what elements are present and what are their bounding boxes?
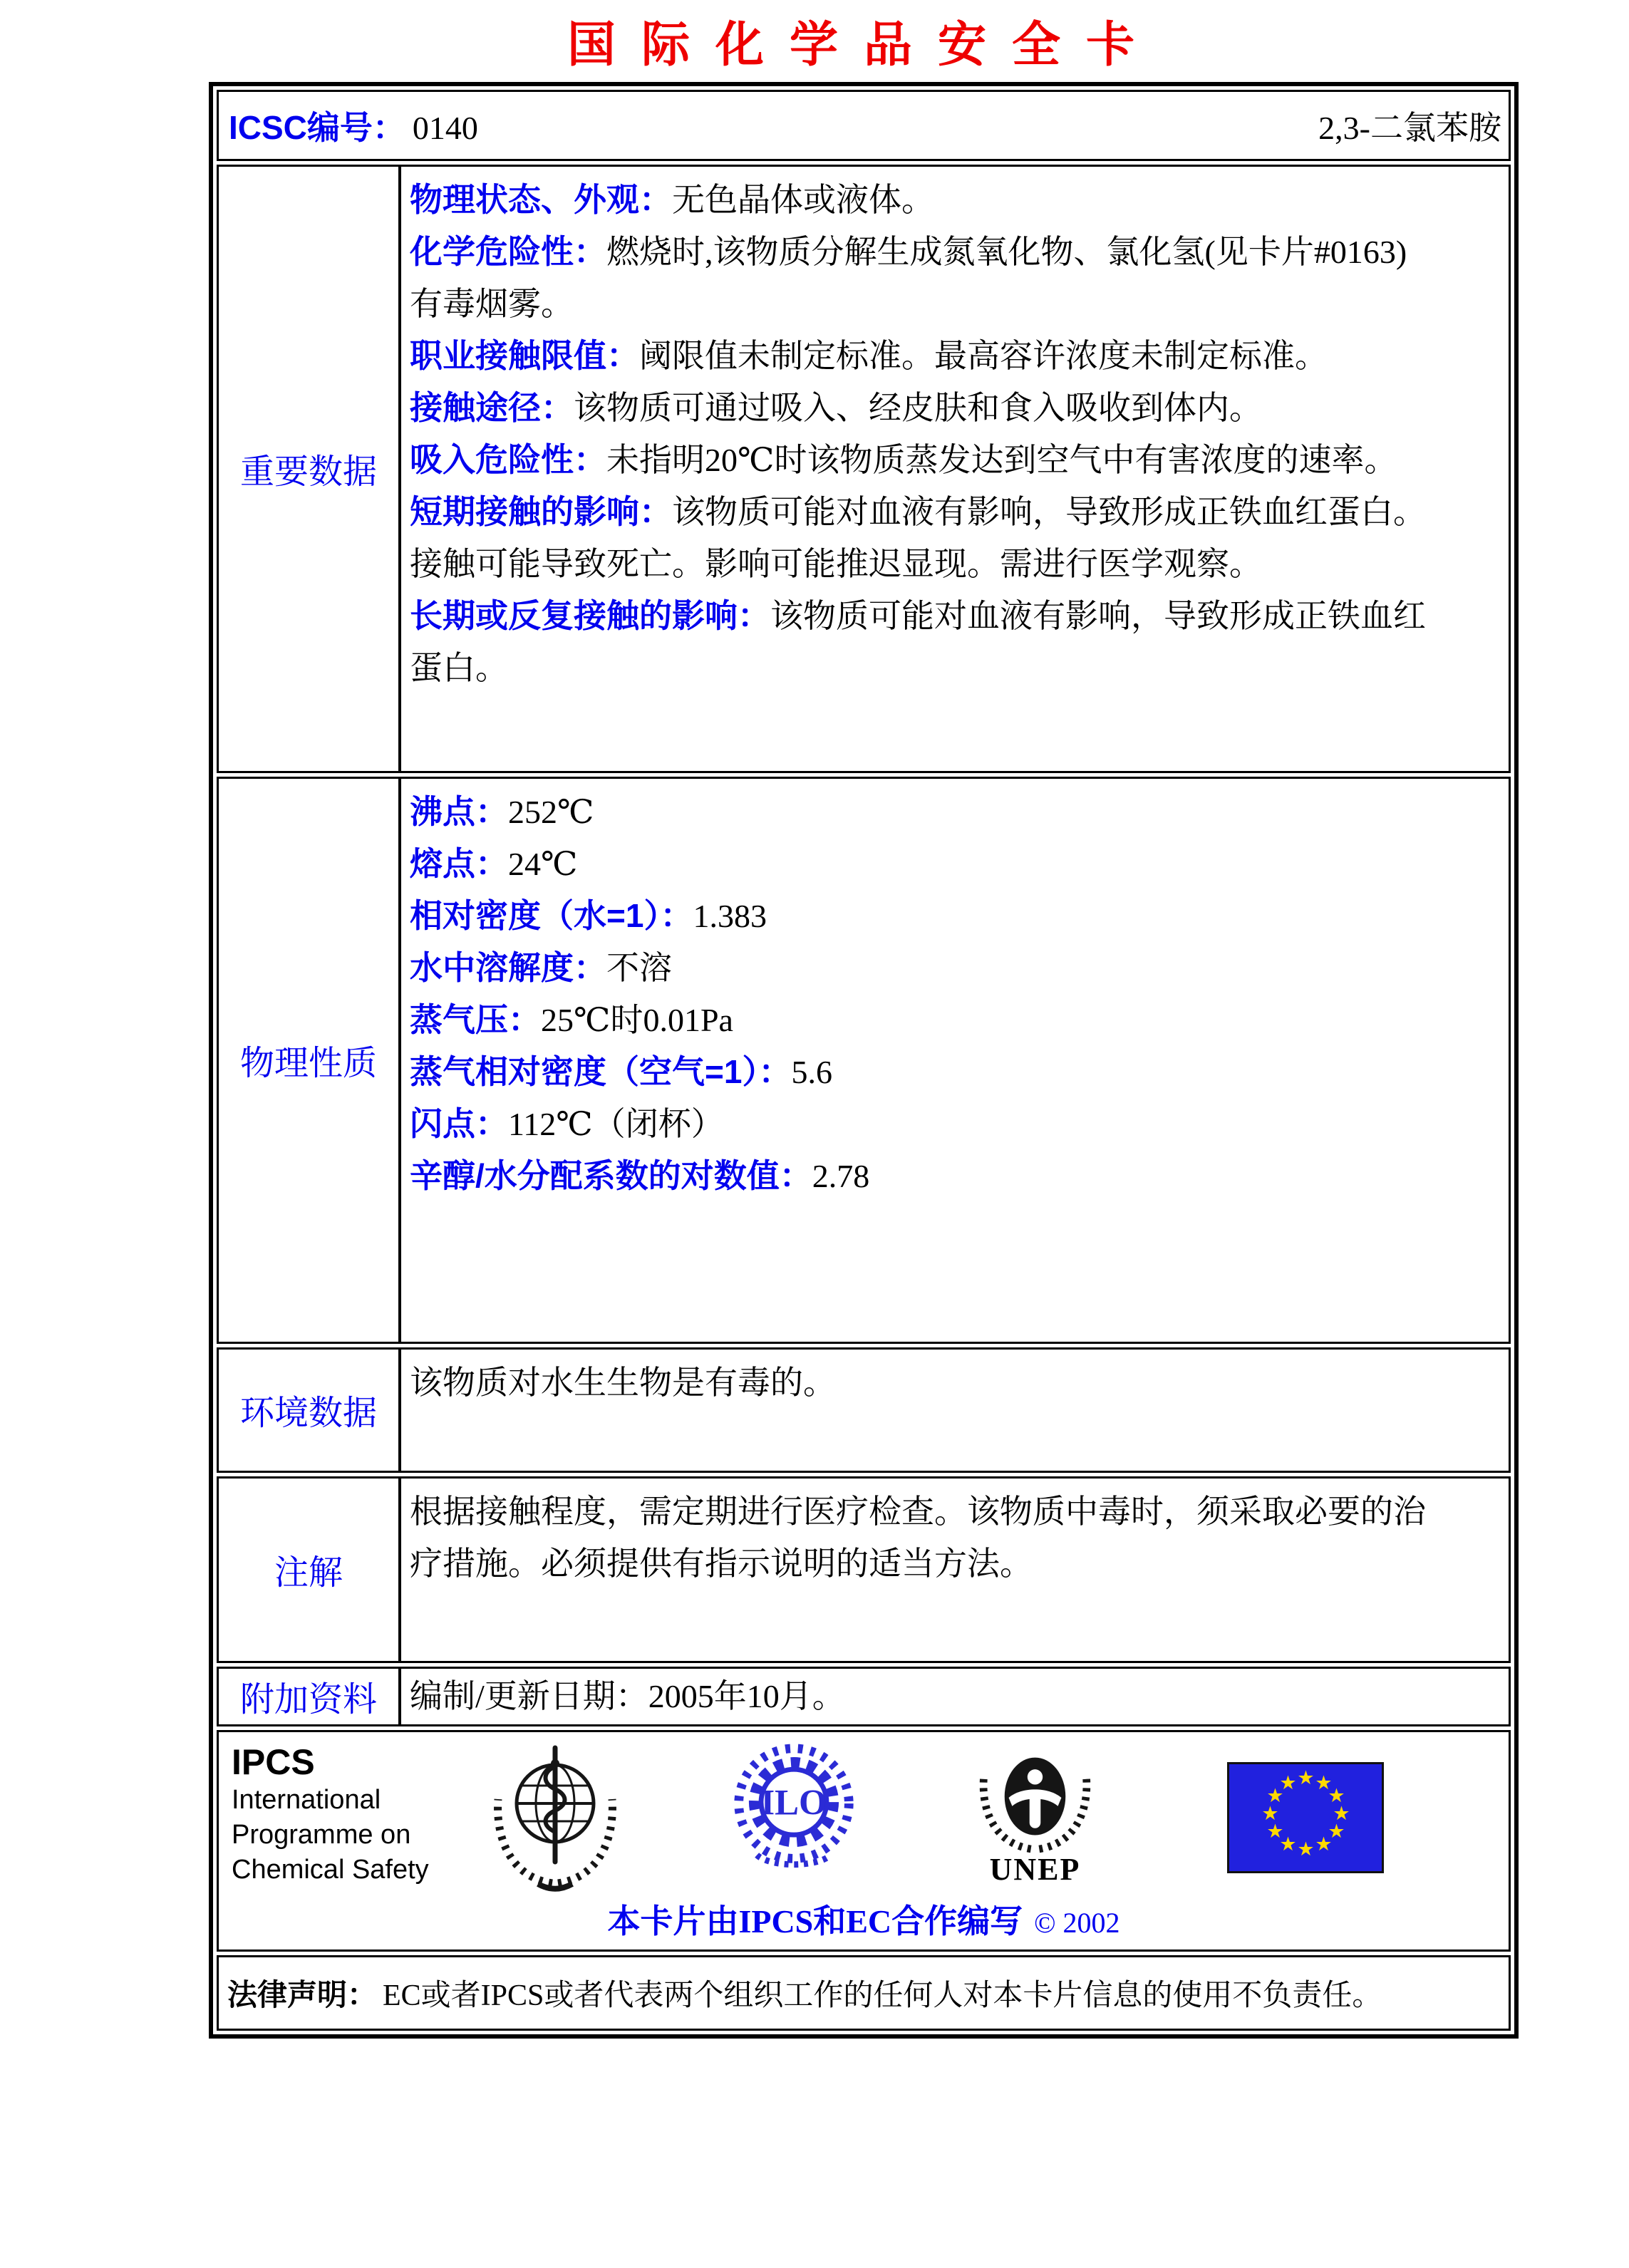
ipcs-name: IPCS [232,1741,315,1782]
field-value: 该物质可能对血液有影响，导致形成正铁血红 [770,597,1426,634]
field-label: 接触途径： [410,388,574,426]
field-value: 无色晶体或液体。 [672,181,934,218]
notes-content [401,1479,1509,1661]
field-label: 蒸气压： [410,1000,541,1038]
field-value: 25℃时0.01Pa [541,1001,733,1038]
table-row-header [217,90,1511,161]
text-line [410,1150,1503,1202]
text-line [410,838,1503,890]
field-label: 吸入危险性： [410,440,606,478]
table-row-physical-properties [217,777,1511,1344]
icsc-number-label: ICSC编号： [229,108,405,146]
field-label: 相对密度（水=1）： [410,896,693,934]
important-data-content [401,167,1509,771]
field-value: 燃烧时,该物质分解生成氮氧化物、氯化氢(见卡片#0163) [606,233,1407,270]
text-line [410,786,1503,838]
text-line [410,174,1503,226]
text-line [410,486,1503,538]
unep-caption: UNEP [989,1851,1081,1887]
field-value: 2.78 [812,1157,870,1194]
field-label: 职业接触限值： [410,336,639,374]
table-row-additional-info [217,1667,1511,1726]
table-row-organizations [217,1730,1511,1952]
credit-text: 本卡片由IPCS和EC合作编写 [607,1902,1023,1940]
legal-label: 法律声明： [227,1977,378,2011]
copyright-text: © 2002 [1034,1906,1120,1939]
field-value: 112℃（闭杯） [508,1105,724,1142]
text-line [410,330,1503,382]
unep-logo-block [973,1742,1097,1888]
field-value: 疗措施。必须提供有指示说明的适当方法。 [410,1545,1033,1582]
field-label: 物理状态、外观： [410,180,672,218]
field-value: 蛋白。 [410,649,508,686]
field-value: 24℃ [508,845,578,882]
row-label-additional-info: 附加资料 [219,1669,401,1724]
physical-properties-content [401,779,1509,1342]
text-line [410,942,1503,994]
table-row-notes [217,1476,1511,1663]
text-line [410,382,1503,434]
icsc-number-group [229,102,478,149]
text-line [410,1098,1503,1150]
field-value: 该物质可能对血液有影响，导致形成正铁血红蛋白。 [672,493,1426,530]
icsc-number-value: 0140 [412,109,478,146]
organization-logos [219,1742,1509,1895]
svg-text:ILO: ILO [760,1783,827,1823]
field-value: 阈限值未制定标准。最高容许浓度未制定标准。 [639,337,1328,374]
field-label: 水中溶解度： [410,948,606,986]
field-value: 未指明20℃时该物质蒸发达到空气中有害浓度的速率。 [606,441,1397,478]
field-label: 沸点： [410,792,508,830]
ilo-emblem-icon [728,1742,860,1874]
text-line [410,538,1503,590]
field-value: 接触可能导致死亡。影响可能推迟显现。需进行医学观察。 [410,545,1262,582]
field-label: 蒸气相对密度（空气=1）： [410,1052,792,1090]
text-line [410,590,1503,642]
field-value: 该物质对水生生物是有毒的。 [410,1364,836,1401]
who-emblem-icon [484,1742,626,1895]
row-label-environmental-data: 环境数据 [219,1350,401,1471]
table-row-legal [217,1955,1511,2031]
ipcs-subtitle-line: Chemical Safety [232,1854,429,1885]
text-line [410,1046,1503,1098]
ipcs-text-block [232,1742,440,1887]
text-line [410,642,1503,694]
field-value: 该物质可通过吸入、经皮肤和食入吸收到体内。 [574,389,1262,426]
ipcs-subtitle-line: International [232,1785,381,1816]
text-line [410,890,1503,942]
text-line [410,1675,845,1718]
text-line [410,1486,1503,1538]
field-value: 5.6 [791,1053,832,1090]
ipcs-subtitle-line: Programme on [232,1819,411,1850]
field-label: 长期或反复接触的影响： [410,596,770,634]
field-label: 辛醇/水分配系数的对数值： [410,1156,812,1194]
environmental-data-content [401,1350,1509,1471]
field-value: 有毒烟雾。 [410,285,574,322]
row-label-notes: 注解 [219,1479,401,1661]
text-line [410,994,1503,1046]
additional-info-content [401,1669,1509,1724]
row-label-physical-properties: 物理性质 [219,779,401,1342]
eu-flag-icon: ★ ★ ★ ★ ★ ★ ★ ★ ★ ★ ★ ★ [1227,1762,1384,1873]
field-value: 不溶 [606,949,672,986]
field-value: 根据接触程度，需定期进行医疗检查。该物质中毒时，须采取必要的治 [410,1493,1426,1530]
field-value: 1.383 [693,897,767,934]
field-value: 252℃ [508,793,594,830]
field-value: 编制/更新日期：2005年10月。 [410,1677,845,1714]
text-line [410,1538,1503,1590]
table-row-important-data [217,165,1511,773]
text-line [410,1357,1503,1409]
field-label: 化学危险性： [410,232,606,270]
text-line [410,434,1503,486]
page-title: 国际化学品安全卡 [567,18,1160,72]
row-label-important-data: 重要数据 [219,167,401,771]
legal-text: EC或者IPCS或者代表两个组织工作的任何人对本卡片信息的使用不负责任。 [383,1979,1382,2012]
icsc-table [209,82,1519,2039]
credit-line [219,1895,1509,1942]
field-label: 短期接触的影响： [410,492,672,530]
field-label: 熔点： [410,844,508,882]
field-label: 闪点： [410,1104,508,1142]
chemical-name: 2,3-二氯苯胺 [1318,109,1501,146]
text-line [410,226,1503,278]
text-line [410,278,1503,330]
table-row-environmental-data [217,1347,1511,1473]
